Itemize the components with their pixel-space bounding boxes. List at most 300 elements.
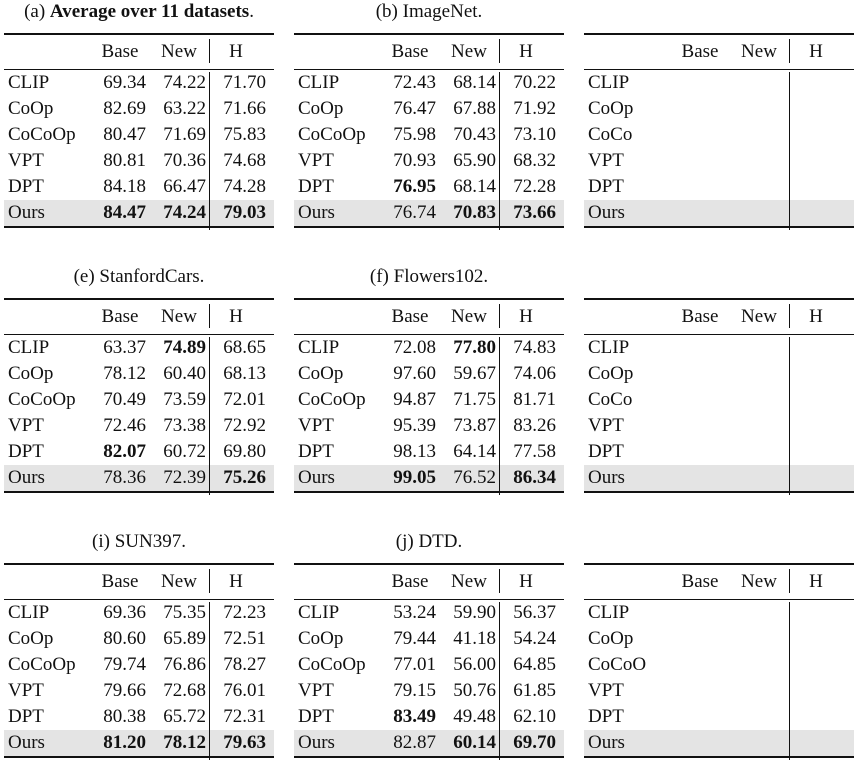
bottom-rule xyxy=(584,226,854,228)
table-caption xyxy=(584,0,854,24)
cell-base: 72.46 xyxy=(103,415,146,436)
method-name: Ours xyxy=(8,467,45,488)
cell-h: 83.26 xyxy=(513,415,556,436)
cell-new: 67.88 xyxy=(453,98,496,119)
cell-h: 76.01 xyxy=(223,680,266,701)
table-caption xyxy=(4,530,274,554)
table-row xyxy=(294,70,564,96)
method-name: CoOp xyxy=(8,363,54,384)
cell-base: 83.49 xyxy=(393,706,436,727)
method-name: VPT xyxy=(8,150,44,171)
method-name: Ours xyxy=(8,202,45,223)
table-panel xyxy=(4,265,274,493)
method-name: DPT xyxy=(298,176,334,197)
cell-h: 74.68 xyxy=(223,150,266,171)
header-base: Base xyxy=(681,41,719,62)
cell-base: 79.44 xyxy=(393,628,436,649)
cell-base: 80.38 xyxy=(103,706,146,727)
method-name: CoOp xyxy=(8,98,54,119)
table-row xyxy=(4,174,274,200)
cell-new: 56.00 xyxy=(453,654,496,675)
bottom-rule xyxy=(294,226,564,228)
cell-h: 72.01 xyxy=(223,389,266,410)
table-row xyxy=(584,652,854,678)
cell-new: 75.35 xyxy=(163,602,206,623)
column-separator xyxy=(499,569,500,593)
cell-h: 72.23 xyxy=(223,602,266,623)
table-row xyxy=(584,70,854,96)
cell-h: 75.26 xyxy=(223,467,266,488)
header-row xyxy=(4,35,274,69)
cell-base: 70.49 xyxy=(103,389,146,410)
cell-new: 71.69 xyxy=(163,124,206,145)
header-new: New xyxy=(161,41,197,62)
method-name: CLIP xyxy=(298,72,340,93)
cell-new: 74.24 xyxy=(163,202,206,223)
bottom-rule xyxy=(4,226,274,228)
bottom-rule xyxy=(584,491,854,493)
method-name: CLIP xyxy=(588,602,630,623)
table-caption xyxy=(294,530,564,554)
cell-new: 60.40 xyxy=(163,363,206,384)
cell-h: 71.70 xyxy=(223,72,266,93)
caption-label: (i) xyxy=(92,531,115,552)
header-h: H xyxy=(809,41,823,62)
table-caption xyxy=(4,0,274,24)
header-base: Base xyxy=(391,571,429,592)
method-name: CLIP xyxy=(8,72,50,93)
header-h: H xyxy=(809,306,823,327)
cell-base: 75.98 xyxy=(393,124,436,145)
cell-base: 82.69 xyxy=(103,98,146,119)
header-h: H xyxy=(809,571,823,592)
column-separator xyxy=(499,602,500,760)
cell-new: 59.90 xyxy=(453,602,496,623)
table-row xyxy=(4,730,274,756)
cell-new: 78.12 xyxy=(163,732,206,753)
cell-base: 80.81 xyxy=(103,150,146,171)
cell-base: 53.24 xyxy=(393,602,436,623)
method-name: CoCoOp xyxy=(298,654,366,675)
table-row xyxy=(294,626,564,652)
method-name: VPT xyxy=(8,415,44,436)
cell-base: 94.87 xyxy=(393,389,436,410)
cell-h: 64.85 xyxy=(513,654,556,675)
cell-new: 63.22 xyxy=(163,98,206,119)
method-name: CLIP xyxy=(298,337,340,358)
bottom-rule xyxy=(584,756,854,758)
cell-new: 70.36 xyxy=(163,150,206,171)
cell-new: 68.14 xyxy=(453,72,496,93)
cell-h: 56.37 xyxy=(513,602,556,623)
table-row xyxy=(4,361,274,387)
cell-h: 68.32 xyxy=(513,150,556,171)
table-row xyxy=(584,335,854,361)
table-row xyxy=(4,387,274,413)
table-row xyxy=(584,361,854,387)
cell-base: 79.74 xyxy=(103,654,146,675)
table-row xyxy=(4,652,274,678)
table-row xyxy=(294,439,564,465)
caption-dataset: DTD xyxy=(418,531,458,552)
header-new: New xyxy=(451,571,487,592)
table-row xyxy=(584,413,854,439)
method-name: CLIP xyxy=(298,602,340,623)
method-name: CoOp xyxy=(588,98,634,119)
method-name: DPT xyxy=(588,176,624,197)
method-name: DPT xyxy=(298,706,334,727)
cell-h: 81.71 xyxy=(513,389,556,410)
method-name: Ours xyxy=(298,732,335,753)
header-base: Base xyxy=(391,306,429,327)
header-row xyxy=(4,300,274,334)
header-base: Base xyxy=(101,306,139,327)
header-h: H xyxy=(519,306,533,327)
cell-h: 74.06 xyxy=(513,363,556,384)
cell-base: 72.08 xyxy=(393,337,436,358)
column-separator xyxy=(209,569,210,593)
header-new: New xyxy=(451,41,487,62)
cell-base: 99.05 xyxy=(393,467,436,488)
cell-h: 72.28 xyxy=(513,176,556,197)
method-name: DPT xyxy=(588,441,624,462)
table-panel xyxy=(294,265,564,493)
table-panel xyxy=(4,530,274,758)
cell-h: 77.58 xyxy=(513,441,556,462)
method-name: CLIP xyxy=(8,602,50,623)
cell-new: 49.48 xyxy=(453,706,496,727)
column-separator xyxy=(499,39,500,63)
method-name: CoCoOp xyxy=(8,389,76,410)
bottom-rule xyxy=(294,756,564,758)
cell-base: 78.36 xyxy=(103,467,146,488)
header-row xyxy=(294,35,564,69)
cell-base: 84.47 xyxy=(103,202,146,223)
method-name: VPT xyxy=(588,680,624,701)
table-row xyxy=(4,704,274,730)
table-row xyxy=(4,122,274,148)
table-row xyxy=(4,96,274,122)
table-caption xyxy=(4,265,274,289)
method-name: CoCo xyxy=(588,389,633,410)
cell-new: 41.18 xyxy=(453,628,496,649)
results-table xyxy=(294,298,564,493)
column-separator xyxy=(209,337,210,495)
table-row xyxy=(584,148,854,174)
cell-h: 71.92 xyxy=(513,98,556,119)
table-row xyxy=(294,600,564,626)
caption-dataset: SUN397 xyxy=(114,531,182,552)
method-name: CoCoOp xyxy=(8,124,76,145)
method-name: Ours xyxy=(588,202,625,223)
table-panel xyxy=(294,0,564,228)
cell-new: 65.72 xyxy=(163,706,206,727)
method-name: VPT xyxy=(8,680,44,701)
method-name: Ours xyxy=(8,732,45,753)
table-row xyxy=(4,148,274,174)
column-separator xyxy=(789,337,790,495)
table-panel xyxy=(584,0,854,228)
method-name: CoCo xyxy=(588,124,633,145)
cell-h: 68.13 xyxy=(223,363,266,384)
header-h: H xyxy=(229,41,243,62)
column-separator xyxy=(789,602,790,760)
results-table xyxy=(584,298,854,493)
cell-new: 59.67 xyxy=(453,363,496,384)
results-table xyxy=(294,33,564,228)
cell-h: 62.10 xyxy=(513,706,556,727)
method-name: CoOp xyxy=(298,363,344,384)
table-row xyxy=(584,387,854,413)
method-name: VPT xyxy=(298,415,334,436)
caption-label: (f) xyxy=(369,266,394,287)
cell-new: 65.89 xyxy=(163,628,206,649)
cell-base: 82.87 xyxy=(393,732,436,753)
cell-new: 70.83 xyxy=(453,202,496,223)
column-separator xyxy=(789,39,790,63)
method-name: CoOp xyxy=(8,628,54,649)
caption-period: . xyxy=(249,1,254,22)
header-h: H xyxy=(229,306,243,327)
cell-base: 70.93 xyxy=(393,150,436,171)
cell-new: 74.89 xyxy=(163,337,206,358)
cell-base: 78.12 xyxy=(103,363,146,384)
cell-base: 98.13 xyxy=(393,441,436,462)
cell-h: 78.27 xyxy=(223,654,266,675)
cell-h: 61.85 xyxy=(513,680,556,701)
cell-base: 79.15 xyxy=(393,680,436,701)
method-name: CoOp xyxy=(298,98,344,119)
method-name: Ours xyxy=(588,732,625,753)
header-h: H xyxy=(519,571,533,592)
cell-new: 65.90 xyxy=(453,150,496,171)
table-row xyxy=(294,335,564,361)
cell-h: 69.70 xyxy=(513,732,556,753)
table-row xyxy=(294,174,564,200)
column-separator xyxy=(209,304,210,328)
method-name: DPT xyxy=(588,706,624,727)
header-new: New xyxy=(451,306,487,327)
table-row xyxy=(4,200,274,226)
results-table xyxy=(294,563,564,758)
table-row xyxy=(584,730,854,756)
table-row xyxy=(584,704,854,730)
method-name: Ours xyxy=(298,467,335,488)
table-row xyxy=(294,652,564,678)
cell-new: 71.75 xyxy=(453,389,496,410)
table-panel xyxy=(584,265,854,493)
cell-h: 86.34 xyxy=(513,467,556,488)
header-new: New xyxy=(161,306,197,327)
column-separator xyxy=(789,72,790,230)
table-row xyxy=(4,413,274,439)
method-name: VPT xyxy=(298,150,334,171)
caption-period: . xyxy=(199,266,205,287)
table-row xyxy=(584,174,854,200)
cell-h: 73.10 xyxy=(513,124,556,145)
cell-base: 95.39 xyxy=(393,415,436,436)
cell-h: 75.83 xyxy=(223,124,266,145)
header-new: New xyxy=(741,306,777,327)
cell-new: 73.87 xyxy=(453,415,496,436)
table-row xyxy=(4,335,274,361)
table-row xyxy=(294,361,564,387)
method-name: CLIP xyxy=(588,337,630,358)
cell-new: 50.76 xyxy=(453,680,496,701)
method-name: CLIP xyxy=(8,337,50,358)
method-name: DPT xyxy=(8,441,44,462)
header-new: New xyxy=(741,41,777,62)
header-new: New xyxy=(741,571,777,592)
header-row xyxy=(294,565,564,599)
column-separator xyxy=(209,39,210,63)
cell-base: 81.20 xyxy=(103,732,146,753)
table-panel xyxy=(584,530,854,758)
table-row xyxy=(294,465,564,491)
method-name: CoCoO xyxy=(588,654,647,675)
cell-new: 76.52 xyxy=(453,467,496,488)
method-name: Ours xyxy=(588,467,625,488)
caption-label: (j) xyxy=(395,531,419,552)
cell-new: 64.14 xyxy=(453,441,496,462)
cell-base: 76.95 xyxy=(393,176,436,197)
header-base: Base xyxy=(681,306,719,327)
table-row xyxy=(4,70,274,96)
cell-h: 72.31 xyxy=(223,706,266,727)
table-row xyxy=(584,626,854,652)
header-row xyxy=(584,35,854,69)
table-caption xyxy=(584,265,854,289)
bottom-rule xyxy=(294,491,564,493)
cell-base: 76.47 xyxy=(393,98,436,119)
header-new: New xyxy=(161,571,197,592)
header-row xyxy=(294,300,564,334)
caption-dataset: Flowers102 xyxy=(393,266,484,287)
cell-base: 80.60 xyxy=(103,628,146,649)
table-caption xyxy=(584,530,854,554)
column-separator xyxy=(209,72,210,230)
bottom-rule xyxy=(4,756,274,758)
cell-base: 79.66 xyxy=(103,680,146,701)
method-name: Ours xyxy=(298,202,335,223)
column-separator xyxy=(209,602,210,760)
caption-label: (a) xyxy=(24,1,50,22)
caption-period: . xyxy=(457,531,463,552)
header-row xyxy=(4,565,274,599)
cell-h: 79.63 xyxy=(223,732,266,753)
table-row xyxy=(294,413,564,439)
header-base: Base xyxy=(101,571,139,592)
method-name: CoCoOp xyxy=(298,124,366,145)
table-row xyxy=(4,465,274,491)
table-row xyxy=(584,96,854,122)
table-row xyxy=(584,122,854,148)
caption-period: . xyxy=(477,1,483,22)
results-table xyxy=(584,33,854,228)
results-table xyxy=(4,298,274,493)
cell-h: 74.83 xyxy=(513,337,556,358)
table-row xyxy=(294,678,564,704)
cell-new: 72.68 xyxy=(163,680,206,701)
table-row xyxy=(294,387,564,413)
header-base: Base xyxy=(391,41,429,62)
table-row xyxy=(584,678,854,704)
cell-h: 79.03 xyxy=(223,202,266,223)
cell-base: 77.01 xyxy=(393,654,436,675)
bottom-rule xyxy=(4,491,274,493)
results-table xyxy=(4,563,274,758)
table-row xyxy=(4,678,274,704)
table-row xyxy=(294,96,564,122)
table-row xyxy=(584,439,854,465)
table-row xyxy=(294,200,564,226)
method-name: VPT xyxy=(588,150,624,171)
cell-base: 84.18 xyxy=(103,176,146,197)
method-name: CoOp xyxy=(588,363,634,384)
caption-dataset: StanfordCars xyxy=(99,266,200,287)
column-separator xyxy=(499,72,500,230)
cell-new: 70.43 xyxy=(453,124,496,145)
results-table xyxy=(584,563,854,758)
method-name: CoOp xyxy=(588,628,634,649)
cell-base: 69.34 xyxy=(103,72,146,93)
method-name: CoCoOp xyxy=(8,654,76,675)
caption-dataset: Average over 11 datasets xyxy=(49,1,250,22)
column-separator xyxy=(499,304,500,328)
header-row xyxy=(584,300,854,334)
table-caption xyxy=(294,0,564,24)
table-row xyxy=(294,730,564,756)
table-row xyxy=(294,148,564,174)
cell-base: 63.37 xyxy=(103,337,146,358)
caption-period: . xyxy=(483,266,489,287)
table-row xyxy=(4,626,274,652)
header-h: H xyxy=(229,571,243,592)
method-name: DPT xyxy=(8,176,44,197)
header-h: H xyxy=(519,41,533,62)
method-name: CoOp xyxy=(298,628,344,649)
cell-new: 60.72 xyxy=(163,441,206,462)
table-row xyxy=(584,465,854,491)
cell-h: 72.92 xyxy=(223,415,266,436)
cell-new: 74.22 xyxy=(163,72,206,93)
cell-new: 76.86 xyxy=(163,654,206,675)
cell-h: 74.28 xyxy=(223,176,266,197)
caption-label: (e) xyxy=(73,266,100,287)
cell-base: 82.07 xyxy=(103,441,146,462)
column-separator xyxy=(499,337,500,495)
table-row xyxy=(294,122,564,148)
cell-base: 69.36 xyxy=(103,602,146,623)
cell-new: 73.59 xyxy=(163,389,206,410)
cell-new: 60.14 xyxy=(453,732,496,753)
caption-label: (b) xyxy=(375,1,403,22)
table-panel xyxy=(294,530,564,758)
method-name: CoCoOp xyxy=(298,389,366,410)
cell-base: 72.43 xyxy=(393,72,436,93)
cell-h: 54.24 xyxy=(513,628,556,649)
cell-new: 73.38 xyxy=(163,415,206,436)
caption-dataset: ImageNet xyxy=(402,1,478,22)
cell-base: 97.60 xyxy=(393,363,436,384)
table-row xyxy=(294,704,564,730)
cell-h: 71.66 xyxy=(223,98,266,119)
cell-h: 68.65 xyxy=(223,337,266,358)
header-base: Base xyxy=(101,41,139,62)
table-row xyxy=(4,600,274,626)
cell-h: 69.80 xyxy=(223,441,266,462)
header-row xyxy=(584,565,854,599)
